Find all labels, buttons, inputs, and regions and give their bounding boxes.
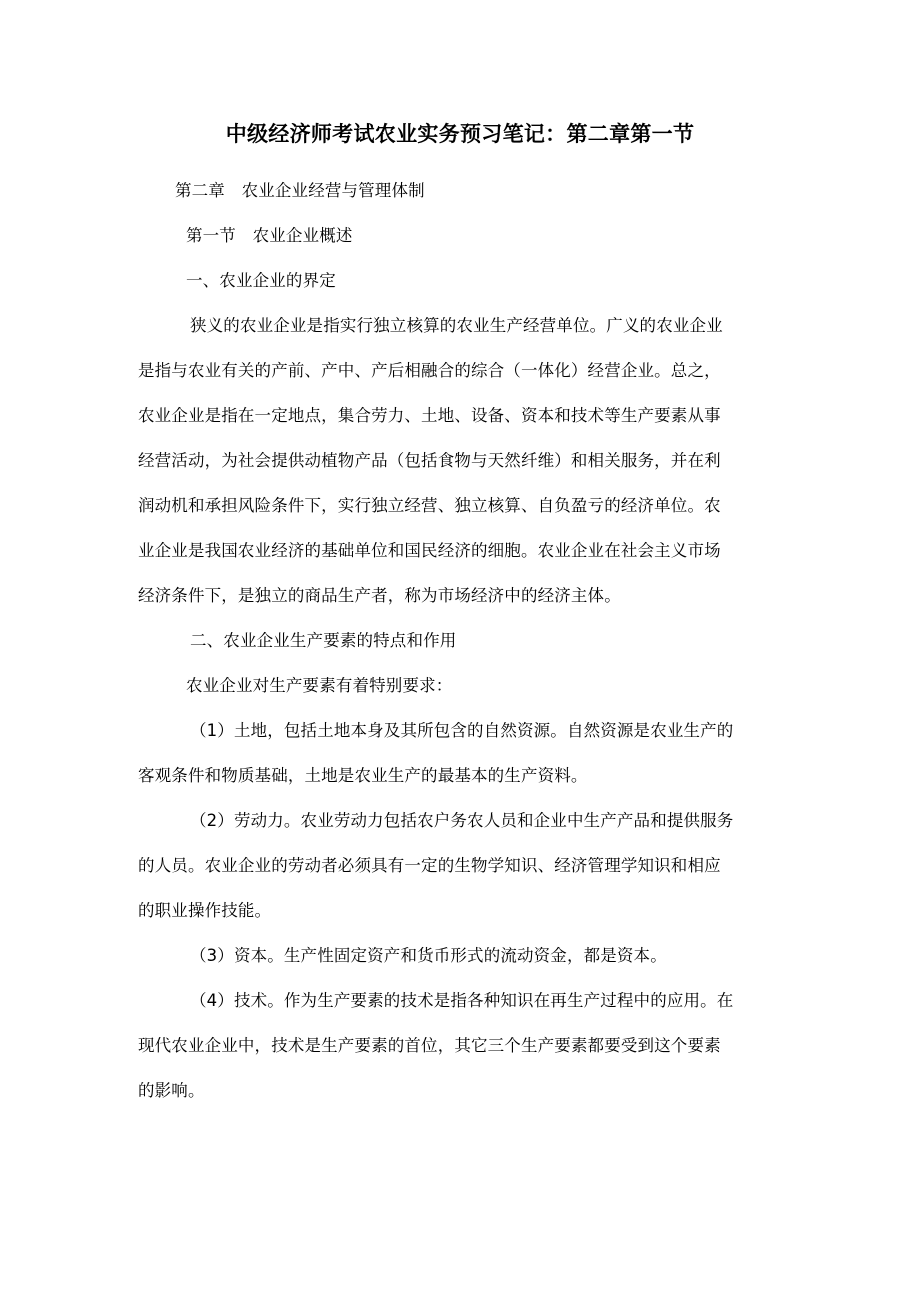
paragraph-line: 客观条件和物质基础，土地是农业生产的最基本的生产资料。 [138, 766, 588, 785]
paragraph-line: 是指与农业有关的产前、产中、产后相融合的综合（一体化）经营企业。总之， [138, 361, 721, 380]
factor-item-land [138, 708, 786, 798]
paragraph-line: 的人员。农业企业的劳动者必须具有一定的生物学知识、经济管理学知识和相应 [138, 856, 721, 875]
paragraph-definition [138, 303, 786, 618]
factor-item-capital [138, 933, 786, 978]
subsection-heading-two: 二、农业企业生产要素的特点和作用 [190, 631, 457, 650]
paragraph-line: 狭义的农业企业是指实行独立核算的农业生产经营单位。广义的农业企业 [190, 316, 723, 335]
paragraph-line: 的职业操作技能。 [138, 901, 272, 920]
paragraph-line: 经济条件下，是独立的商品生产者，称为市场经济中的经济主体。 [138, 586, 621, 605]
section-heading: 第一节 农业企业概述 [186, 226, 353, 245]
paragraph-line: （1）土地，包括土地本身及其所包含的自然资源。自然资源是农业生产的 [190, 721, 734, 740]
paragraph-line: （4）技术。作为生产要素的技术是指各种知识在再生产过程中的应用。在 [190, 991, 734, 1010]
paragraph-factors-intro [138, 663, 786, 708]
document-body [138, 168, 786, 1113]
factor-item-labor [138, 798, 786, 933]
paragraph-line: 经营活动，为社会提供动植物产品（包括食物与天然纤维）和相关服务，并在利 [138, 451, 721, 470]
paragraph-line: 农业企业对生产要素有着特别要求： [186, 676, 453, 695]
subsection-heading-one: 一、农业企业的界定 [186, 271, 336, 290]
page-title: 中级经济师考试农业实务预习笔记：第二章第一节 [225, 122, 695, 146]
paragraph-line: 润动机和承担风险条件下，实行独立经营、独立核算、自负盈亏的经济单位。农 [138, 496, 721, 515]
factor-item-technology [138, 978, 786, 1113]
chapter-heading: 第二章 农业企业经营与管理体制 [175, 181, 425, 200]
paragraph-line: 业企业是我国农业经济的基础单位和国民经济的细胞。农业企业在社会主义市场 [138, 541, 721, 560]
paragraph-line: （2）劳动力。农业劳动力包括农户务农人员和企业中生产产品和提供服务 [190, 811, 734, 830]
paragraph-line: 现代农业企业中，技术是生产要素的首位，其它三个生产要素都要受到这个要素 [138, 1036, 721, 1055]
paragraph-line: 农业企业是指在一定地点，集合劳力、土地、设备、资本和技术等生产要素从事 [138, 406, 721, 425]
paragraph-line: 的影响。 [138, 1081, 205, 1100]
paragraph-line: （3）资本。生产性固定资产和货币形式的流动资金，都是资本。 [190, 946, 667, 965]
